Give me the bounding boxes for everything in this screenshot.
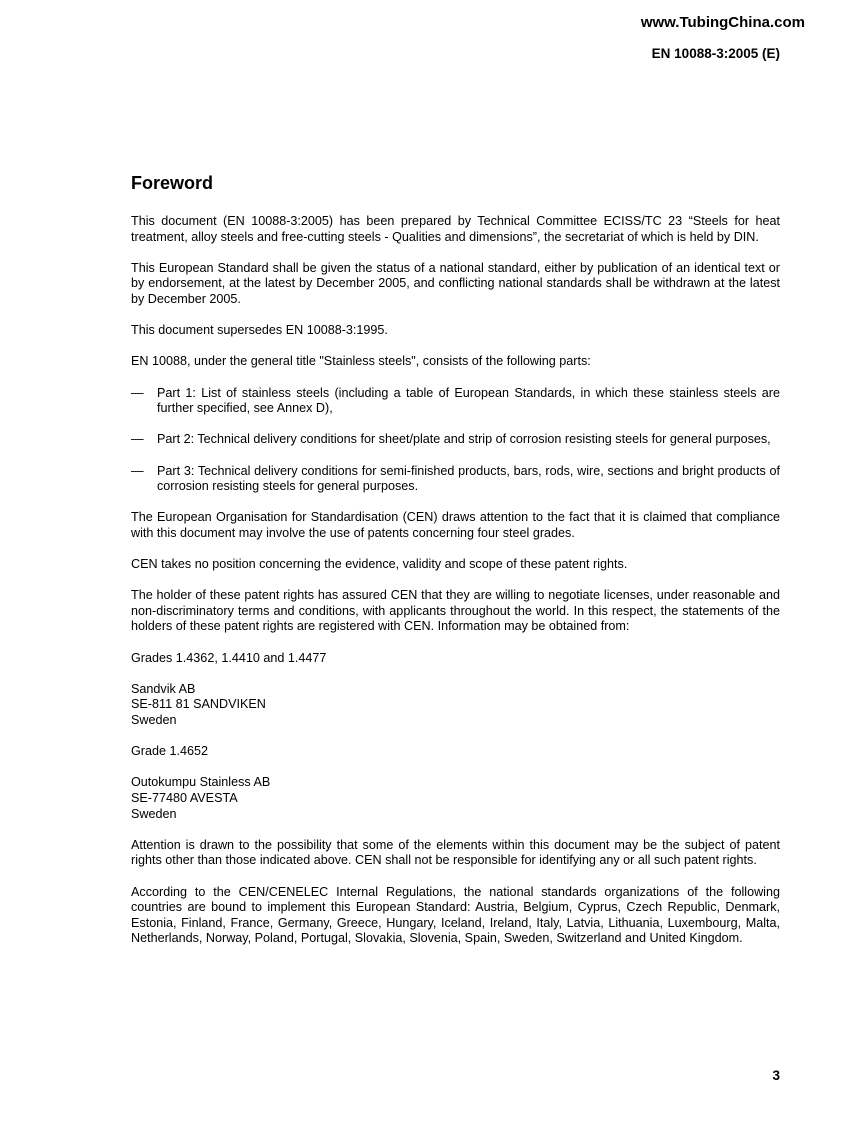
list-item-text: Part 2: Technical delivery conditions for sheet/plate and strip of corrosion resisting steels for general purposes, [157, 432, 771, 447]
paragraph: This document supersedes EN 10088-3:1995. [131, 323, 388, 338]
dash-bullet: — [131, 385, 144, 400]
list-item-text: Part 3: Technical delivery conditions for semi-finished products, bars, rods, wire, sections and bright products of corrosion resisting steels for general purposes. [157, 463, 780, 494]
address-line: Sweden [131, 713, 177, 727]
paragraph: The holder of these patent rights has assured CEN that they are willing to negotiate licenses, under reasonable and non-discriminatory terms and conditions, with applicants throughout the world. In this respect, the statements of the holders of these patent rights are registered with CEN. Information may be obtained from: [131, 588, 780, 634]
holder-address [131, 682, 780, 729]
paragraph: EN 10088, under the general title "Stainless steels", consists of the following parts: [131, 354, 591, 369]
list-item [131, 386, 780, 417]
site-url: www.TubingChina.com [640, 14, 805, 31]
document-body [131, 214, 780, 963]
dash-bullet: — [131, 432, 144, 447]
paragraph: This document (EN 10088-3:2005) has been prepared by Technical Committee ECISS/TC 23 “Steels for heat treatment, alloy steels and free-cutting steels - Qualities and dimensions”, the secretariat of which is held by DIN. [131, 214, 780, 244]
address-line: SE-77480 AVESTA [131, 790, 238, 805]
paragraph: According to the CEN/CENELEC Internal Regulations, the national standards organizations of the following countries are bound to implement this European Standard: Austria, Belgium, Cyprus, Czech Republic, Denmark, Estonia, Finland, France, Germany, Greece, Hungary, Iceland, Ireland, Italy, Latvia, Lithuania, Luxembourg, Malta, Netherlands, Norway, Poland, Portugal, Slovakia, Slovenia, Spain, Sweden, Switzerland and United Kingdom. [131, 884, 780, 946]
dash-bullet: — [131, 463, 144, 478]
document-id: EN 10088-3:2005 (E) [651, 46, 780, 61]
grades-line: Grades 1.4362, 1.4410 and 1.4477 [131, 650, 327, 665]
address-line: Sandvik AB [131, 681, 196, 696]
paragraph: The European Organisation for Standardisation (CEN) draws attention to the fact that it is claimed that compliance with this document may involve the use of patents concerning four steel grades. [131, 510, 780, 540]
paragraph: This European Standard shall be given the status of a national standard, either by publication of an identical text or by endorsement, at the latest by December 2005, and conflicting national standards shall be withdrawn at the latest by December 2005. [131, 260, 780, 306]
list-item-text: Part 1: List of stainless steels (including a table of European Standards, in which these stainless steels are further specified, see Annex D), [157, 385, 780, 416]
paragraph: Attention is drawn to the possibility that some of the elements within this document may be the subject of patent rights other than those indicated above. CEN shall not be responsible for identifying any or all such patent rights. [131, 837, 780, 868]
address-line: SE-811 81 SANDVIKEN [131, 697, 266, 712]
list-item [131, 464, 780, 495]
grades-line: Grade 1.4652 [131, 744, 209, 759]
address-line: Outokumpu Stainless AB [131, 775, 271, 790]
holder-address [131, 775, 780, 822]
parts-list [131, 386, 780, 495]
list-item [131, 432, 780, 448]
paragraph: CEN takes no position concerning the evidence, validity and scope of these patent rights. [131, 557, 628, 572]
page-title: Foreword [131, 173, 214, 193]
address-line: Sweden [131, 806, 177, 821]
page-number: 3 [772, 1068, 780, 1083]
